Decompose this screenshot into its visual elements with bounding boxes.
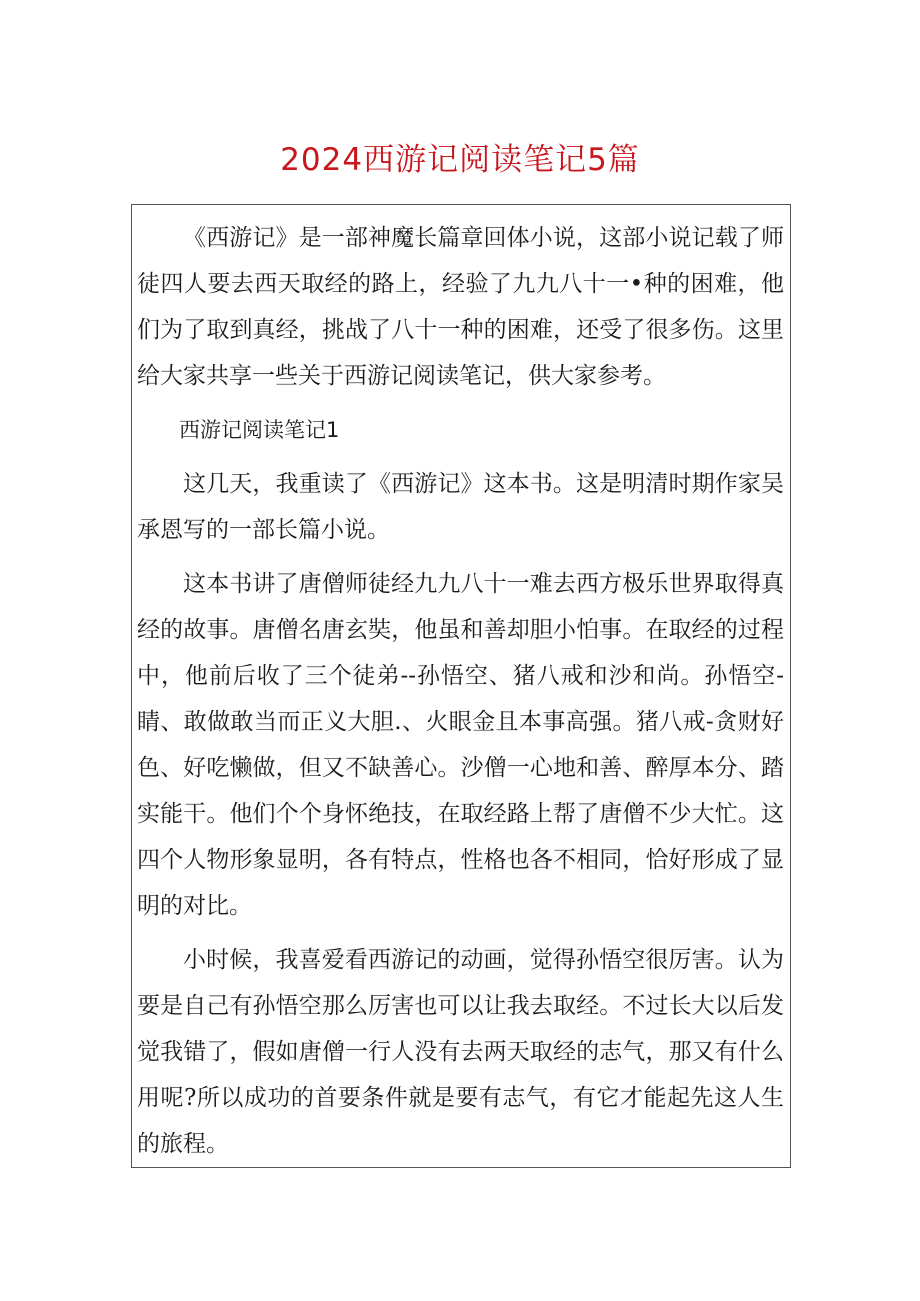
body-paragraph-2: 这本书讲了唐僧师徒经九九八十一难去西方极乐世界取得真经的故事。唐僧名唐玄奘，他虽和善却胆小怕事。在取经的过程中，他前后收了三个徒弟--孙悟空、猪八戒和沙和尚。孙悟空-睛、敢做敢当而正义大胆.、火眼金且本事高强。猪八戒-贪财好色、好吃懒做，但又不缺善心。沙僧一心地和善、醉厚本分、踏实能干。他们个个身怀绝技，在取经路上帮了唐僧不少大忙。这四个人物形象显明，各有特点，性格也各不相同，恰好形成了显明的对比。 bbox=[137, 571, 784, 919]
intro-paragraph: 《西游记》是一部神魔长篇章回体小说，这部小说记载了师徒四人要去西天取经的路上，经验了九九八十一•种的困难，他们为了取到真经，挑战了八十一种的困难，还受了很多伤。这里给大家共享一些关于西游记阅读笔记，供大家参考。 bbox=[137, 225, 784, 389]
content-box bbox=[131, 204, 791, 1168]
section-heading: 西游记阅读笔记1 bbox=[179, 418, 340, 442]
body-paragraph-1: 这几天，我重读了《西游记》这本书。这是明清时期作家吴承恩写的一部长篇小说。 bbox=[137, 471, 784, 543]
page-title: 2024西游记阅读笔记5篇 bbox=[280, 142, 640, 178]
body-paragraph-3: 小时候，我喜爱看西游记的动画，觉得孙悟空很厉害。认为要是自己有孙悟空那么厉害也可以让我去取经。不过长大以后发觉我错了，假如唐僧一行人没有去两天取经的志气，那又有什么用呢?所以成功的首要条件就是要有志气，有它才能起先这人生的旅程。 bbox=[137, 947, 784, 1157]
